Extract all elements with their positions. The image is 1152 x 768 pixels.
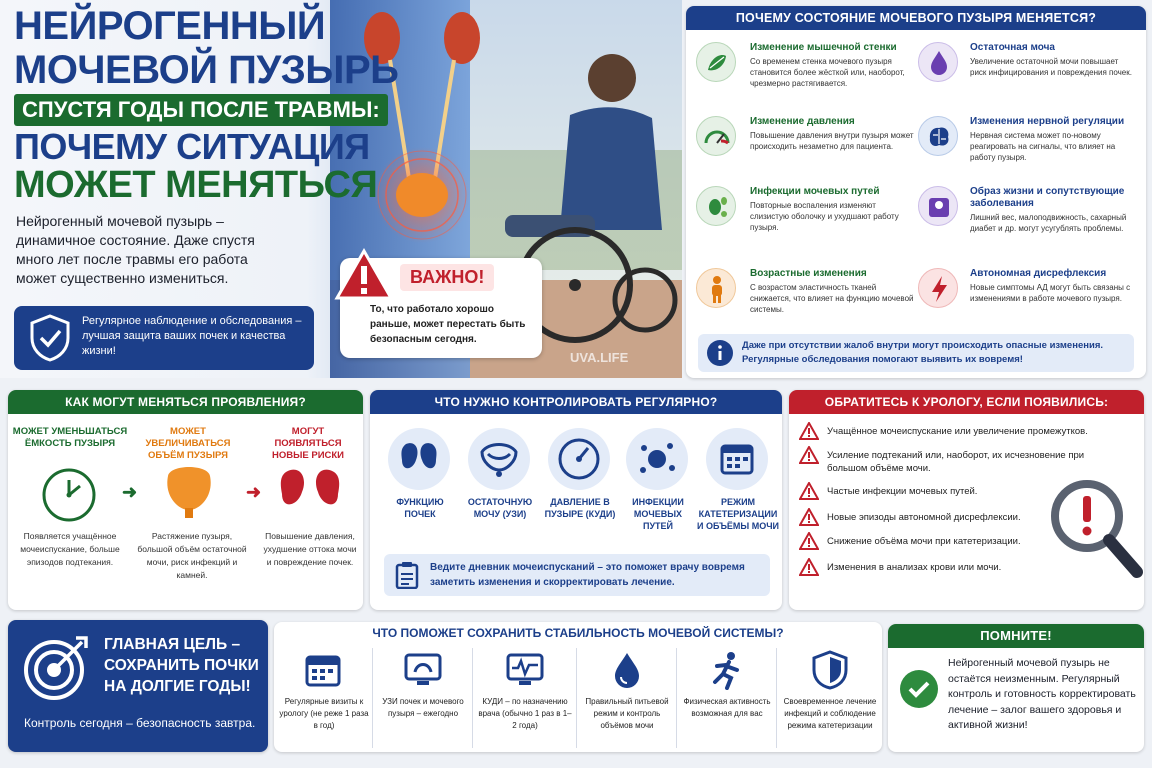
drop-icon (918, 42, 958, 82)
manifest-text: Появляется учащённое мочеиспускание, больше эпизодов подтекания. (20, 531, 120, 567)
monitor-item (696, 424, 780, 534)
diary-note-text: Ведите дневник мочеиспусканий – это поможет врачу вовремя заметить изменения и скорректировать лечение. (430, 562, 745, 588)
gauge-icon (696, 116, 736, 156)
why-item-title: Автономная дисрефлексия (970, 268, 1107, 279)
warning-icon (799, 422, 819, 440)
muscle-icon (696, 42, 736, 82)
monitor-title: ЧТО НУЖНО КОНТРОЛИРОВАТЬ РЕГУЛЯРНО? (370, 390, 782, 414)
bacteria-icon (696, 186, 736, 226)
monitor-item (540, 424, 620, 534)
why-item (918, 184, 1140, 256)
clock-icon (40, 466, 98, 524)
symptom-text: Изменения в анализах крови или мочи. (827, 562, 1002, 573)
why-title: ПОЧЕМУ СОСТОЯНИЕ МОЧЕВОГО ПУЗЫРЯ МЕНЯЕТСЯ? (686, 6, 1146, 30)
stability-item-text: КУДИ – по назначению врача (обычно 1 раз в 1–2 года) (478, 697, 572, 730)
why-item-text: Повышение давления внутри пузыря может происходить незаметно для пациента. (750, 131, 914, 151)
warning-icon (799, 446, 819, 464)
shield-check-icon (28, 314, 72, 362)
pressure-gauge-icon (548, 428, 610, 490)
hero (0, 0, 682, 378)
monitor-panel (370, 390, 782, 610)
why-item (918, 268, 1140, 328)
why-item-title: Возрастные изменения (750, 268, 867, 279)
watermark: UVA.LIFE (570, 350, 629, 365)
warning-icon (799, 532, 819, 550)
symptom-text: Частые инфекции мочевых путей. (827, 486, 978, 497)
calendar-icon (304, 652, 342, 688)
symptom-text: Учащённое мочеиспускание или увеличение промежутков. (827, 426, 1088, 437)
symptom-text: Снижение объёма мочи при катетеризации. (827, 536, 1021, 547)
hero-title-line3: ПОЧЕМУ СИТУАЦИЯ (14, 126, 370, 167)
manifest-panel (8, 390, 363, 610)
ultrasound-icon (468, 428, 530, 490)
symptom-text: Новые эпизоды автономной дисрефлексии. (827, 512, 1021, 523)
why-item (696, 116, 916, 176)
monitor-item-label: РЕЖИМ КАТЕТЕРИЗАЦИИ И ОБЪЁМЫ МОЧИ (696, 497, 780, 531)
manifest-head: МОЖЕТ УВЕЛИЧИВАТЬСЯ ОБЪЁМ ПУЗЫРЯ (145, 426, 231, 461)
why-note (698, 334, 1134, 372)
stability-item (576, 648, 676, 748)
stability-item-text: Своевременное лечение инфекций и соблюдение режима катетеризации (783, 697, 877, 730)
monitor-item (460, 424, 540, 534)
hero-intro: Нейрогенный мочевой пузырь – динамичное состояние. Даже спустя много лет после травмы его работа может существенно измениться. (16, 213, 255, 286)
clipboard-icon (394, 561, 420, 589)
monitor-item (618, 424, 698, 534)
diary-note (384, 554, 770, 596)
check-circle-icon (898, 668, 940, 710)
warning-icon (334, 248, 394, 302)
goal-sub: Контроль сегодня – безопасность завтра. (24, 716, 256, 730)
shield-icon (811, 650, 849, 690)
why-item (696, 40, 916, 100)
why-item-text: Лишний вес, малоподвижность, сахарный диабет и др. могут усугублять проблемы. (970, 213, 1127, 233)
magnifier-icon (1045, 474, 1144, 584)
bladder-icon (158, 460, 220, 522)
why-item-title: Остаточная моча (970, 42, 1055, 53)
list-item (799, 422, 1099, 446)
monitor-item-label: ИНФЕКЦИИ МОЧЕВЫХ ПУТЕЙ (632, 497, 684, 531)
stability-item (676, 648, 776, 748)
stability-item-text: Правильный питьевой режим и контроль объёмов мочи (585, 697, 669, 730)
stability-item (776, 648, 882, 748)
goal-title: ГЛАВНАЯ ЦЕЛЬ – СОХРАНИТЬ ПОЧКИ НА ДОЛГИЕ ГОДЫ! (104, 636, 259, 695)
remember-text: Нейрогенный мочевой пузырь не остаётся неизменным. Регулярный контроль и готовность корректировать лечение – залог вашего здоровья и активной жизни! (948, 657, 1136, 731)
why-item-text: Повторные воспаления изменяют слизистую оболочку и ухудшают работу пузыря. (750, 201, 899, 232)
why-panel (686, 6, 1146, 378)
stability-item-text: УЗИ почек и мочевого пузыря – ежегодно (382, 697, 464, 718)
symptom-text: Усиление подтеканий или, наоборот, их исчезновение при большом объёме мочи. (827, 450, 1085, 474)
remember-title: ПОМНИТЕ! (888, 624, 1144, 648)
arrow-right-icon: ➜ (246, 482, 262, 502)
manifest-head: МОЖЕТ УМЕНЬШАТЬСЯ ЁМКОСТЬ ПУЗЫРЯ (12, 426, 128, 449)
water-drop-icon (611, 650, 643, 690)
stability-panel (274, 622, 882, 752)
why-item-title: Образ жизни и сопутствующие заболевания (970, 186, 1125, 209)
monitor-pulse-icon (505, 652, 545, 688)
shield-callout (14, 306, 314, 370)
why-item-text: Новые симптомы АД могут быть связаны с изменениями в работе мочевого пузыря. (970, 283, 1131, 303)
monitor-item-label: ДАВЛЕНИЕ В ПУЗЫРЕ (КУДИ) (544, 497, 616, 519)
ultrasound-monitor-icon (403, 652, 443, 688)
remember-panel (888, 624, 1144, 752)
hero-banner: СПУСТЯ ГОДЫ ПОСЛЕ ТРАВМЫ: (14, 94, 388, 126)
important-text: То, что работало хорошо раньше, может перестать быть безопасным сегодня. (370, 304, 526, 345)
stability-item (472, 648, 576, 748)
why-item-text: Нервная система может по-новому реагировать на сигналы, что влияет на работу пузыря. (970, 131, 1116, 162)
stability-title: ЧТО ПОМОЖЕТ СОХРАНИТЬ СТАБИЛЬНОСТЬ МОЧЕВОЙ СИСТЕМЫ? (372, 626, 784, 640)
virus-icon (626, 428, 688, 490)
hero-title-line1: НЕЙРОГЕННЫЙ (14, 4, 326, 48)
why-note-text: Даже при отсутствии жалоб внутри могут происходить опасные изменения. Регулярные обследования помогают выявить их вовремя! (742, 340, 1103, 365)
info-icon (706, 339, 734, 367)
calendar-icon (706, 428, 768, 490)
why-item (918, 114, 1140, 174)
why-item-title: Изменение давления (750, 116, 855, 127)
arrow-right-icon: ➜ (122, 482, 138, 502)
why-item (918, 40, 1140, 100)
manifest-text: Растяжение пузыря, большой объём остаточной мочи, риск инфекций и камней. (137, 531, 247, 580)
warning-icon (799, 508, 819, 526)
monitor-item-label: ФУНКЦИЮ ПОЧЕК (396, 497, 444, 519)
monitor-item (382, 424, 458, 534)
manifest-text: Повышение давления, ухудшение оттока мочи и повреждение почек. (263, 531, 357, 567)
why-item-text: Увеличение остаточной мочи повышает риск инфицирования и повреждения почек. (970, 57, 1132, 77)
lightning-icon (918, 268, 958, 308)
hero-title-line2: МОЧЕВОЙ ПУЗЫРЬ (14, 48, 399, 92)
monitor-item-label: ОСТАТОЧНУЮ МОЧУ (УЗИ) (467, 497, 533, 519)
stability-item-text: Регулярные визиты к урологу (не реже 1 раза в год) (279, 697, 369, 730)
stability-item-text: Физическая активность возможная для вас (683, 697, 771, 718)
manifest-head: МОГУТ ПОЯВЛЯТЬСЯ НОВЫЕ РИСКИ (271, 426, 345, 461)
hero-title-line4: МОЖЕТ МЕНЯТЬСЯ (14, 164, 378, 206)
why-item (696, 268, 916, 328)
important-title: ВАЖНО! (400, 264, 494, 291)
manifest-title: КАК МОГУТ МЕНЯТЬСЯ ПРОЯВЛЕНИЯ? (8, 390, 363, 414)
brain-icon (918, 116, 958, 156)
stability-item (274, 648, 372, 748)
warning-icon (799, 482, 819, 500)
kidneys-icon (278, 464, 342, 520)
why-item-text: Со временем стенка мочевого пузыря становится более жёсткой или, наоборот, чрезмерно растягивается. (750, 57, 905, 88)
why-item-text: С возрастом эластичность тканей снижается, что влияет на функцию мочевой системы. (750, 283, 914, 314)
stability-item (372, 648, 472, 748)
scale-icon (918, 186, 958, 226)
goal-panel (8, 620, 268, 752)
why-item-title: Изменение мышечной стенки (750, 42, 897, 53)
urologist-panel (789, 390, 1144, 610)
target-icon (20, 632, 92, 704)
why-item-title: Инфекции мочевых путей (750, 186, 880, 197)
person-icon (696, 268, 736, 308)
running-person-icon (707, 650, 747, 690)
shield-callout-text: Регулярное наблюдение и обследования – лучшая защита ваших почек и качества жизни! (82, 315, 302, 357)
why-item (696, 186, 916, 246)
kidney-icon (388, 428, 450, 490)
urologist-title: ОБРАТИТЕСЬ К УРОЛОГУ, ЕСЛИ ПОЯВИЛИСЬ: (789, 390, 1144, 414)
why-item-title: Изменения нервной регуляции (970, 116, 1125, 127)
warning-icon (799, 558, 819, 576)
